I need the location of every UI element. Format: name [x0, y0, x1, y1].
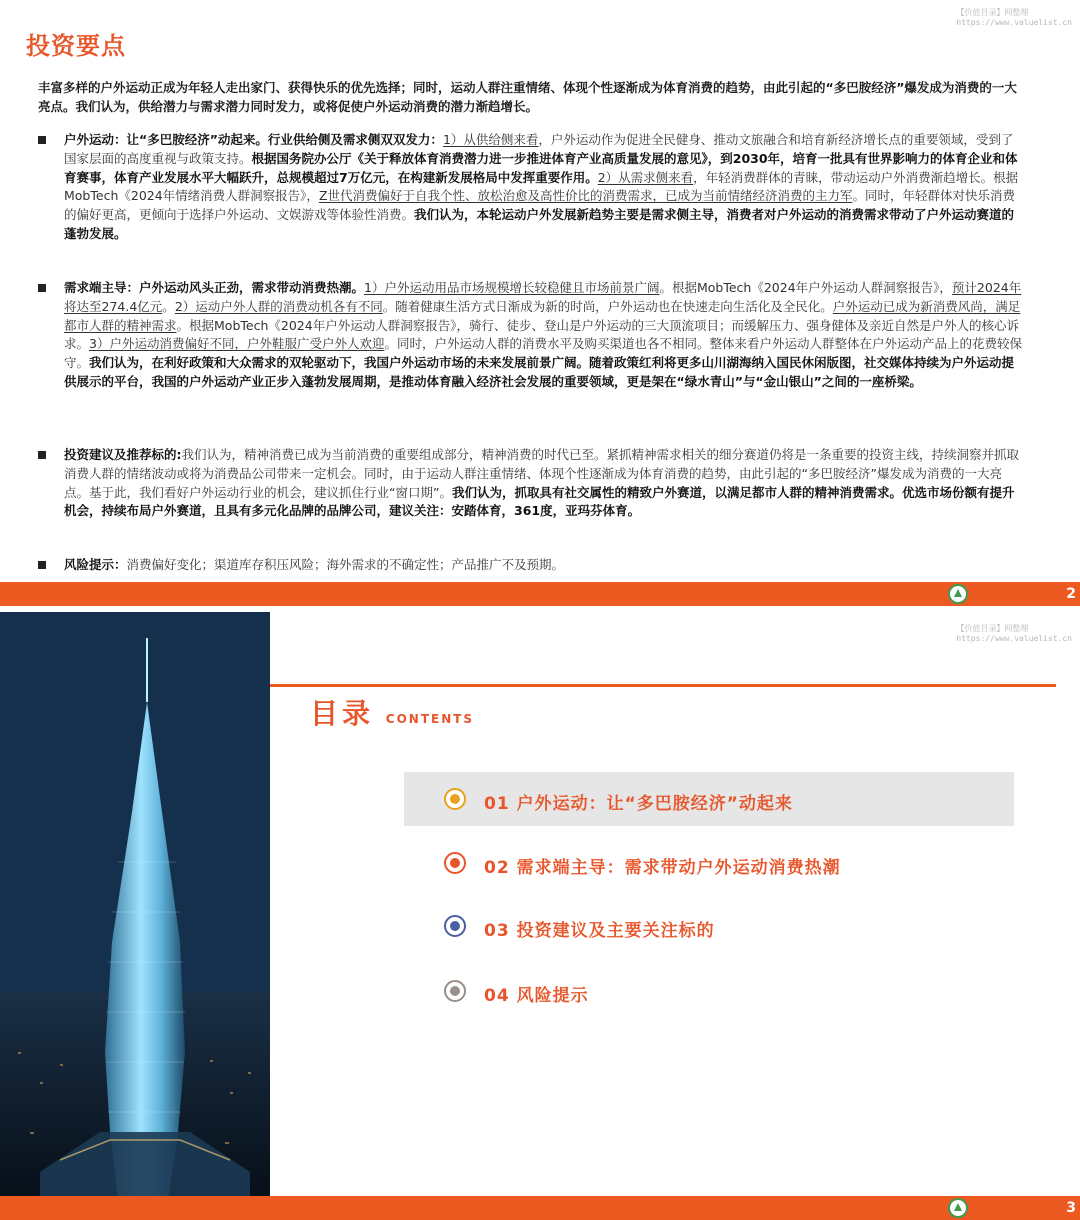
- page-number: 2: [1066, 586, 1076, 602]
- watermark: [956, 8, 1072, 28]
- section-title: 投资要点: [26, 32, 126, 60]
- bullet-segment: ，年轻消费群体的青睐，带动运动户外消费渐趋增长。根据MobTech《2024年情绪消费人群洞察报告》，: [64, 169, 1019, 204]
- bullet-segment: 预计2024年将达至274.4亿元: [64, 280, 1022, 314]
- slide-investment-highlights: [0, 0, 1080, 608]
- skyscraper-illustration: [0, 612, 270, 1200]
- watermark-line: 【价值目录】网整理: [956, 8, 1029, 17]
- bullet-segment: 。同时，年轻群体对快乐消费的偏好更高，更倾向于选择户外运动、文娱游戏等体验性消费。: [64, 188, 1016, 223]
- bullet-segment: 我们认为，本轮运动户外发展新趋势主要是需求侧主导，消费者对户外运动的消费需求带动了户外运动赛道的蓬勃发展。: [64, 207, 1015, 241]
- footer-bar: [0, 582, 1080, 606]
- toc-divider: [270, 684, 1056, 687]
- toc-item-label: 03 投资建议及主要关注标的: [484, 921, 715, 941]
- page-number: 3: [1066, 1200, 1076, 1216]
- bullet-segment: 3）户外运动消费偏好不同，户外鞋服广受户外人欢迎: [89, 336, 385, 352]
- bullet-square-icon: [38, 451, 46, 459]
- bullet-segment: 我们认为，在利好政策和大众需求的双轮驱动下，我国户外运动市场的未来发展前景广阔。随着政策红利将更多山川湖海纳入国民休闲版图，社交媒体持续为户外运动提供展示的平台，我国的户外运动产业正步入蓬勃发展周期，是推动体育融入经济社会发展的重要领域，更是架在“绿水青山”与“金山银山”之间的一座桥梁。: [64, 355, 1015, 389]
- toc-item-label: 04 风险提示: [484, 986, 589, 1006]
- bullet-segment: Z世代消费偏好于自我个性、放松治愈及高性价比的消费需求，已成为当前情绪经济消费的主力军: [318, 188, 853, 204]
- bullet-risk: [38, 556, 1023, 575]
- bullet-square-icon: [38, 136, 46, 144]
- bullet-segment: 。: [162, 298, 175, 314]
- bullet-segment: 户外运动：让“多巴胺经济”动起来。行业供给侧及需求侧双双发力：: [64, 132, 443, 147]
- bullet-ring-icon: [444, 852, 466, 874]
- bullet-outdoor-sports: [38, 131, 1023, 244]
- bullet-segment: 风险提示：: [64, 557, 127, 572]
- bullet-segment: 2）运动户外人群的消费动机各有不同: [174, 298, 383, 314]
- bullet-segment: 根据国务院办公厅《关于释放体育消费潜力进一步推进体育产业高质量发展的意见》，到2030年，培育一批具有世界影响力的体育企业和体育赛事，体育产业发展水平大幅跃升，总规模超过7万亿元，在构建新发展格局中发挥重要作用。: [64, 150, 1018, 185]
- bullet-text: [64, 131, 1023, 244]
- toc-title: [310, 692, 474, 732]
- bullet-square-icon: [38, 561, 46, 569]
- bullet-demand-side: [38, 279, 1023, 392]
- watermark-url: https://www.valuelist.cn: [956, 634, 1072, 643]
- bullet-segment: 。同时，户外运动人群的消费水平及购买渠道也各不相同。整体来看户外运动人群整体在户外运动产品上的花费较保守。: [64, 336, 1022, 371]
- bullet-ring-icon: [444, 980, 466, 1002]
- toc-item-04[interactable]: [404, 964, 1014, 1018]
- bullet-segment: 。随着健康生活方式日渐成为新的时尚，户外运动也在快速走向生活化及全民化。: [382, 298, 833, 314]
- slide-table-of-contents: [0, 608, 1080, 1220]
- company-logo-icon: [948, 1198, 968, 1218]
- company-logo-icon: [948, 584, 968, 604]
- bullet-text: [64, 446, 1023, 521]
- bullet-segment: 我们认为，抓取具有社交属性的精致户外赛道，以满足都市人群的精神消费需求。优选市场份额有提升机会，持续布局户外赛道，且具有多元化品牌的品牌公司，建议关注：安踏体育，361度，亚玛芬体育。: [64, 484, 1015, 519]
- bullet-text: [64, 279, 1023, 392]
- toc-item-03[interactable]: [404, 899, 1014, 953]
- toc-subtitle: CONTENTS: [385, 712, 475, 726]
- bullet-segment: ，户外运动作为促进全民健身、推动文旅融合和培育新经济增长点的重要领域，受到了国家层面的高度重视与政策支持。: [64, 132, 1014, 166]
- bullet-segment: 需求端主导：户外运动风头正劲，需求带动消费热潮。: [64, 280, 365, 295]
- toc-item-01[interactable]: [404, 772, 1014, 826]
- watermark: [956, 624, 1072, 644]
- bullet-segment: 我们认为，精神消费已成为当前消费的重要组成部分，精神消费的时代已至。紧抓精神需求相关的细分赛道仍将是一条重要的投资主线，持续洞察并抓取消费人群的情绪波动或将为消费品公司带来一定机会。同时，由于运动人群注重情绪、体现个性逐渐成为体育消费的趋势，由此引起的“多巴胺经济”爆发成为消费的一大亮点。基于此，我们看好户外运动行业的机会，建议抓住行业“窗口期”。: [64, 447, 1020, 500]
- bullet-square-icon: [38, 284, 46, 292]
- bullet-segment: 。根据MobTech《2024年户外运动人群洞察报告》，: [659, 280, 952, 295]
- watermark-url: https://www.valuelist.cn: [956, 18, 1072, 27]
- footer-bar: [0, 1196, 1080, 1220]
- bullet-segment: 1）户外运动用品市场规模增长较稳健且市场前景广阔: [364, 280, 660, 295]
- watermark-line: 【价值目录】网整理: [956, 624, 1029, 633]
- toc-item-label: 01 户外运动：让“多巴胺经济”动起来: [484, 794, 793, 814]
- intro-paragraph: 丰富多样的户外运动正成为年轻人走出家门、获得快乐的优先选择；同时，运动人群注重情绪、体现个性逐渐成为体育消费的趋势，由此引起的“多巴胺经济”爆发成为消费的一大亮点。我们认为，供给潜力与需求潜力同时发力，或将促使户外运动消费的潜力渐趋增长。: [38, 80, 1017, 114]
- bullet-segment: 消费偏好变化；渠道库存积压风险；海外需求的不确定性；产品推广不及预期。: [126, 557, 565, 572]
- skyscraper-photo: [0, 612, 270, 1200]
- bullet-segment: 2）从需求侧来看: [597, 169, 694, 185]
- bullet-investment-advice: [38, 446, 1023, 521]
- bullet-segment: 。根据MobTech《2024年户外运动人群洞察报告》，骑行、徒步、登山是户外运动的三大顶流项目；而缓解压力、强身健体及亲近自然是户外人的核心诉求。: [64, 317, 1019, 352]
- bullet-segment: 投资建议及推荐标的:: [64, 447, 182, 462]
- toc-title-text: 目录: [310, 697, 375, 730]
- bullet-segment: 1）从供给侧来看: [442, 132, 539, 147]
- bullet-ring-icon: [444, 915, 466, 937]
- bullet-ring-icon: [444, 788, 466, 810]
- toc-item-label: 02 需求端主导：需求带动户外运动消费热潮: [484, 858, 841, 878]
- toc-item-02[interactable]: [404, 836, 1014, 890]
- bullet-text: [64, 556, 1023, 575]
- bullet-segment: 户外运动已成为新消费风尚，满足都市人群的精神需求: [64, 298, 1021, 333]
